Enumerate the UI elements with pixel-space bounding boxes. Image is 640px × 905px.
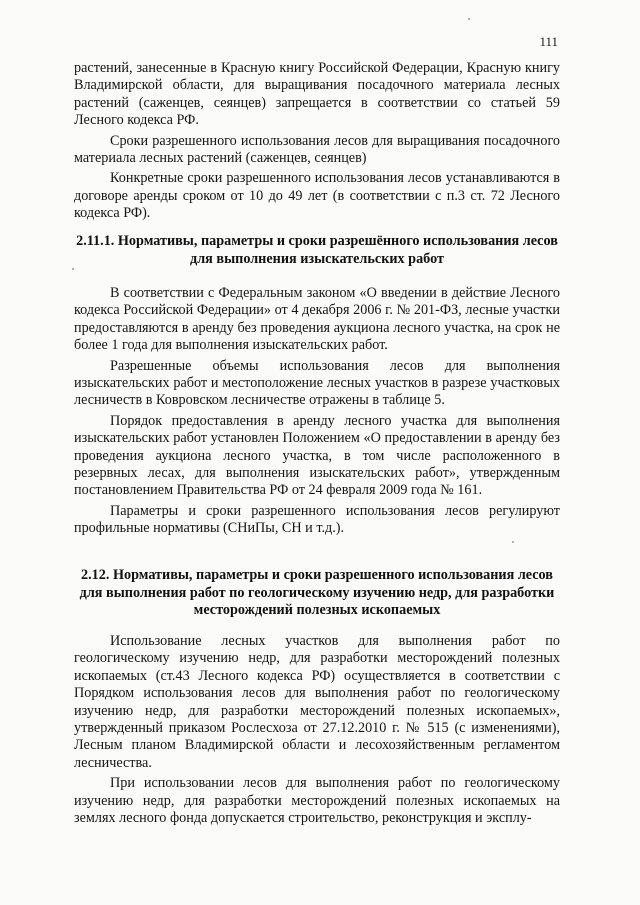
- scan-speck: [512, 541, 514, 543]
- page-number: 111: [539, 34, 558, 49]
- section-2-11-1-paragraph-2: Разрешенные объемы использования лесов для выполнения изыскательских работ и местоположение лесных участков в разрезе участковых лесничеств в Ковровском лесничестве отражены в таблице 5.: [74, 357, 560, 409]
- section-2-11-1-heading: 2.11.1. Нормативы, параметры и сроки разрешённого использования лесов для выполнения изыскательских работ: [76, 233, 558, 267]
- intro-paragraph-1: растений, занесенные в Красную книгу Российской Федерации, Красную книгу Владимирской области, для выращивания посадочного материала лесных растений (саженцев, сеянцев) запрещается в соответствии со статьей 59 Лесного кодекса РФ.: [74, 60, 560, 129]
- section-2-11-1-body: [74, 285, 560, 541]
- section-2-12-heading: 2.12. Нормативы, параметры и сроки разрешенного использования лесов для выполнения работ по геологическому изучению недр, для разработки месторождений полезных ископаемых: [79, 567, 555, 619]
- section-2-11-1-paragraph-4: Параметры и сроки разрешенного использования лесов регулируют профильные нормативы (СНиПы, СН и т.д.).: [74, 502, 560, 537]
- intro-paragraph-2: Сроки разрешенного использования лесов для выращивания посадочного материала лесных растений (саженцев, сеянцев): [74, 132, 560, 167]
- intro-text-block: [74, 60, 560, 226]
- section-2-12-paragraph-1: Использование лесных участков для выполнения работ по геологическому изучению недр, для разработки месторождений полезных ископаемых (ст.43 Лесного кодекса РФ) осуществляется в соответствии с Порядком использования лесов для выполнения работ по геологическому изучению недр, для разработки месторождений полезных ископаемых», утвержденный приказом Рослесхоза от 27.12.2010 г. № 515 (с изменениями), Лесным планом Владимирской области и лесохозяйственным регламентом лесничества.: [74, 633, 560, 771]
- section-2-11-1-paragraph-1: В соответствии с Федеральным законом «О введении в действие Лесного кодекса Российской Федерации» от 4 декабря 2006 г. № 201-ФЗ, лесные участки предоставляются в аренду без проведения аукциона лесного участка, на срок не более 1 года для выполнения изыскательских работ.: [74, 285, 560, 354]
- intro-paragraph-3: Конкретные сроки разрешенного использования лесов устанавливаются в договоре аренды сроком от 10 до 49 лет (в соответствии с п.3 ст. 72 Лесного кодекса РФ).: [74, 170, 560, 222]
- section-2-12-body: [74, 633, 560, 830]
- section-2-12-paragraph-2: При использовании лесов для выполнения работ по геологическому изучению недр, для разработки месторождений полезных ископаемых на землях лесного фонда допускается строительство, реконструкция и эксплу-: [74, 775, 560, 827]
- section-2-11-1-paragraph-3: Порядок предоставления в аренду лесного участка для выполнения изыскательских работ установлен Положением «О предоставлении в аренду без проведения аукциона лесного участка, в том числе расположенного в резервных лесах, для выполнения изыскательских работ», утвержденным постановлением Правительства РФ от 24 февраля 2009 года № 161.: [74, 412, 560, 499]
- scan-speck: [468, 18, 470, 20]
- scan-speck: [72, 268, 74, 270]
